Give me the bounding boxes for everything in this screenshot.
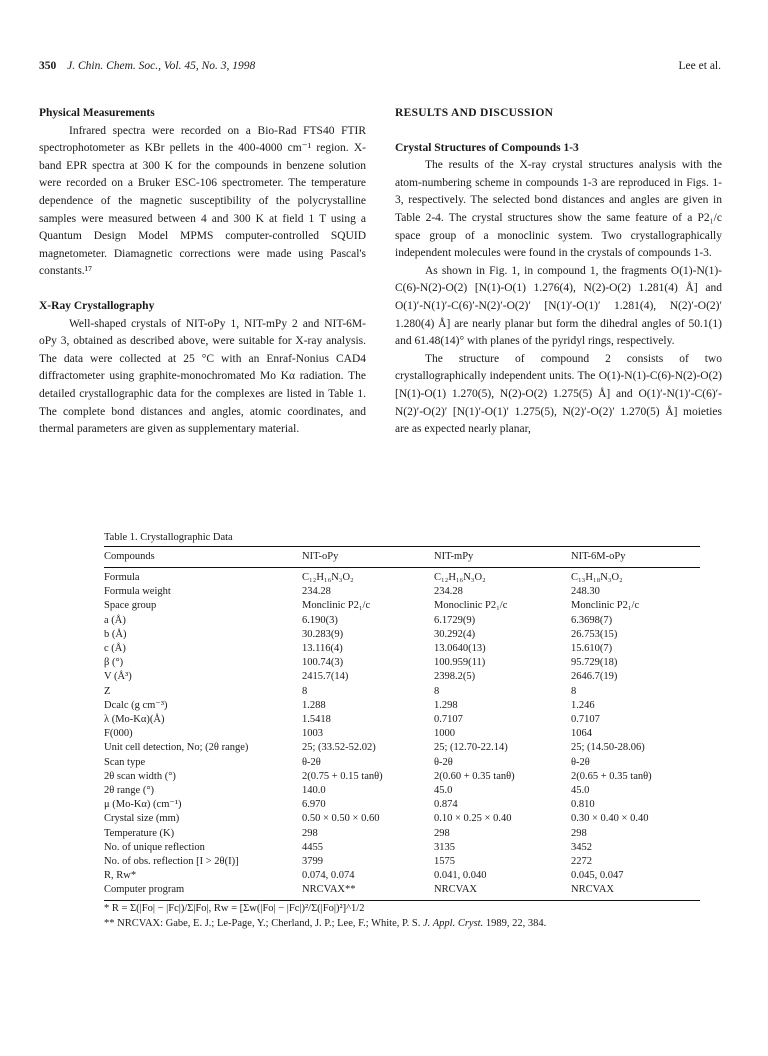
page-number: 350: [39, 60, 57, 72]
table-cell: 45.0: [434, 785, 453, 797]
table-cell: C₁₂H₁₆N₃O₂: [434, 572, 486, 583]
table-cell: 1.288: [302, 699, 326, 711]
results-paragraph-3: The structure of compound 2 consists of two crystallographically independent units. The O(1)-N(1)-C(6)-N(2)-O(2) [N(1)-O(1) 1.270(5), N(2)-O(2) 1.275(5) Å] and O(1)′-N(1)′-C(6)′-N(2)′-O(2)′ [N(1)′-O(1)′ 1.275(5), N(2)′-O(2)′ 1.270(5) Å] moieties are as expected nearly planar,: [395, 352, 722, 436]
table-row: [104, 599, 700, 613]
physical-measurements-heading: Physical Measurements: [39, 107, 155, 119]
table-cell: 13.0640(13): [434, 643, 486, 655]
footnote-journal: J. Appl. Cryst.: [423, 917, 484, 929]
table-cell: 6.190(3): [302, 614, 338, 626]
table-cell: 0.810: [571, 799, 595, 811]
table-row-label: Crystal size (mm): [104, 813, 180, 825]
table-cell: NRCVAX**: [302, 883, 434, 900]
table-row-label: No. of obs. reflection [I > 2θ(I)]: [104, 856, 239, 868]
table-cell: 8: [571, 685, 577, 697]
table-cell: 8: [434, 685, 440, 697]
table-cell: 30.292(4): [434, 628, 476, 640]
table-header-row: [104, 547, 700, 568]
table-row: [104, 841, 700, 855]
table-cell: 6.3698(7): [571, 614, 613, 626]
footnote-volume: 1989, 22, 384.: [483, 917, 547, 929]
table-row-label: R, Rw*: [104, 870, 137, 882]
table-row: [104, 614, 700, 628]
table-cell: C₁₃H₁₈N₃O₂: [571, 572, 623, 583]
table-cell: 95.729(18): [571, 657, 618, 669]
table-cell: 1064: [571, 728, 592, 740]
table-row-label: Z: [104, 685, 111, 697]
table-cell: 0.041, 0.040: [434, 870, 487, 882]
table-row-label: μ (Mo-Kα) (cm⁻¹): [104, 799, 182, 811]
results-paragraph-2: As shown in Fig. 1, in compound 1, the fragments O(1)-N(1)-C(6)-N(2)-O(2) [N(1)-O(1) 1.276(4), N(2)-O(2) 1.281(4) Å] and O(1)′-N(1)′-C(6)′-N(2)′-O(2)′ [N(1)′-O(1)′ 1.281(4), N(2)′-O(2)′ 1.280(4) Å] are nearly planar but form the dihedral angles of 50.1(1) and 61.48(14)° with planes of the pyridyl rings, respectively.: [395, 264, 722, 348]
table-cell: 25; (14.50-28.06): [571, 742, 645, 754]
table-cell: 25; (12.70-22.14): [434, 742, 508, 754]
table-row: [104, 685, 700, 699]
table-cell: 1000: [434, 728, 455, 740]
table-row-label: F(000): [104, 728, 133, 740]
footnote-reference-text: ** NRCVAX: Gabe, E. J.; Le-Page, Y.; Cherland, J. P.; Lee, F.; White, P. S.: [104, 917, 424, 929]
table-cell: Monclinic P2₁/c: [571, 600, 640, 612]
right-column: [395, 105, 722, 439]
table-header-cell: NIT-6M-oPy: [571, 547, 700, 568]
table-row: [104, 883, 700, 900]
table-row: [104, 770, 700, 784]
table-row: [104, 656, 700, 670]
table-cell: 45.0: [571, 785, 590, 797]
table-footnote-r-values: * R = Σ(|Fo| − |Fc|)/Σ|Fo|, Rw = [Σw(|Fo| − |Fc|)²/Σ(|Fo|)²]^1/2: [104, 902, 365, 914]
table-cell: 0.874: [434, 799, 458, 811]
table-cell: 1575: [434, 856, 455, 868]
table-row-label: b (Å): [104, 628, 127, 640]
table-cell: Monclinic P2₁/c: [302, 600, 371, 612]
table-body: [104, 568, 700, 901]
table-cell: 3135: [434, 841, 455, 853]
table-cell: 0.10 × 0.25 × 0.40: [434, 813, 512, 825]
crystal-structures-heading: Crystal Structures of Compounds 1-3: [395, 141, 579, 154]
table-row: [104, 827, 700, 841]
table-cell: 100.959(11): [434, 657, 486, 669]
table-cell: 1.246: [571, 699, 595, 711]
table-row: [104, 642, 700, 656]
table-row-label: 2θ range (°): [104, 785, 155, 797]
table-cell: 234.28: [302, 586, 331, 598]
table-row-label: c (Å): [104, 643, 126, 655]
table-row: [104, 756, 700, 770]
table-row-label: Unit cell detection, No; (2θ range): [104, 742, 249, 754]
table-row: [104, 855, 700, 869]
table-row: [104, 784, 700, 798]
table-row-label: Temperature (K): [104, 827, 175, 839]
xray-crystallography-text: Well-shaped crystals of NIT-oPy 1, NIT-mPy 2 and NIT-6M-oPy 3, obtained as described above, were suitable for X-ray analysis. The data were collected at 25 °C with an Enraf-Nonius CAD4 diffractometer using graphite-monochromated Mo Kα radiation. The detailed crystallographic data for the complexes are listed in Table 1. The complete bond distances and angles, atomic coordinates, and thermal parameters are given as supplementary material.: [39, 317, 366, 436]
table-row: [104, 568, 700, 586]
crystallographic-table-block: [104, 530, 700, 931]
table-row-label: a (Å): [104, 614, 126, 626]
table-cell: 1.298: [434, 699, 458, 711]
table-row: [104, 585, 700, 599]
table-header-cell: NIT-mPy: [434, 547, 571, 568]
table-cell: Monoclinic P2₁/c: [434, 600, 508, 612]
table-cell: 6.1729(9): [434, 614, 476, 626]
table-row-label: Formula weight: [104, 586, 171, 598]
table-cell: 0.7107: [434, 714, 463, 726]
table-cell: 0.074, 0.074: [302, 870, 355, 882]
table-cell: 2(0.60 + 0.35 tanθ): [434, 770, 515, 782]
table-cell: 2415.7(14): [302, 671, 349, 683]
table-cell: 2272: [571, 856, 592, 868]
table-cell: 298: [434, 827, 450, 839]
table-row-label: β (°): [104, 657, 124, 669]
page-header: [39, 60, 721, 76]
table-row: [104, 798, 700, 812]
table-cell: 0.50 × 0.50 × 0.60: [302, 813, 380, 825]
crystallographic-data-table: [104, 546, 700, 901]
table-row-label: λ (Mo-Kα)(Å): [104, 714, 165, 726]
table-footnote-nrcvax: [104, 916, 700, 931]
running-authors: Lee et al.: [678, 60, 721, 72]
table-row-label: V (Å³): [104, 671, 132, 683]
table-row-label: Formula: [104, 572, 140, 583]
table-row: [104, 628, 700, 642]
table-cell: 2646.7(19): [571, 671, 618, 683]
table-cell: 30.283(9): [302, 628, 344, 640]
results-paragraph-1: The results of the X-ray crystal structures analysis with the atom-numbering scheme in compounds 1-3 are reproduced in Figs. 1-3, respectively. The selected bond distances and angles are given in Table 2-4. The crystal structures show the same feature of a P2₁/c space group of a monoclinic system. Two crystallographically independent molecules were found in the crystals of compounds 1-3.: [395, 159, 722, 260]
table-cell: 298: [571, 827, 587, 839]
table-row-label: Computer program: [104, 883, 302, 900]
table-header-cell: Compounds: [104, 547, 302, 568]
table-cell: 26.753(15): [571, 628, 618, 640]
results-discussion-heading: RESULTS AND DISCUSSION: [395, 107, 554, 119]
journal-citation: J. Chin. Chem. Soc., Vol. 45, No. 3, 1998: [67, 60, 256, 72]
table-cell: NRCVAX: [571, 883, 700, 900]
table-row: [104, 741, 700, 755]
xray-crystallography-heading: X-Ray Crystallography: [39, 299, 155, 312]
table-row: [104, 812, 700, 826]
table-cell: θ-2θ: [434, 756, 453, 768]
table-cell: 140.0: [302, 785, 326, 797]
table-cell: 13.116(4): [302, 643, 343, 655]
left-column: [39, 105, 366, 439]
table-row: [104, 670, 700, 684]
table-cell: 1.5418: [302, 714, 331, 726]
table-cell: 3799: [302, 856, 323, 868]
table-cell: 0.7107: [571, 714, 600, 726]
table-row-label: Space group: [104, 600, 157, 612]
table-cell: 8: [302, 685, 308, 697]
table-cell: 0.30 × 0.40 × 0.40: [571, 813, 649, 825]
table-cell: 298: [302, 827, 318, 839]
table-cell: θ-2θ: [302, 756, 321, 768]
table-cell: C₁₂H₁₆N₃O₂: [302, 572, 354, 583]
table-cell: 1003: [302, 728, 323, 740]
table-cell: 3452: [571, 841, 592, 853]
table-cell: 0.045, 0.047: [571, 870, 624, 882]
table-row-label: Scan type: [104, 756, 146, 768]
table-row: [104, 699, 700, 713]
physical-measurements-text: Infrared spectra were recorded on a Bio-Rad FTS40 FTIR spectrophotometer as KBr pellets in the 400-4000 cm⁻¹ region. X-band EPR spectra at 300 K for the compounds in benzene solution were recorded on a Bruker ESC-106 spectrometer. The temperature dependence of the magnetic susceptibility of the polycrystalline samples were measured between 4 and 300 K at field 1 T using a Quantum Design Model MPMS computer-controlled SQUID magnetometer. Diamagnetic corrections were made using Pascal's constants.¹⁷: [39, 124, 366, 278]
table-cell: 2(0.65 + 0.35 tanθ): [571, 770, 652, 782]
table-cell: 100.74(3): [302, 657, 344, 669]
table-cell: 2398.2(5): [434, 671, 476, 683]
table-cell: θ-2θ: [571, 756, 590, 768]
table-row-label: Dcalc (g cm⁻³): [104, 699, 168, 711]
table-cell: 6.970: [302, 799, 326, 811]
table-row: [104, 869, 700, 883]
table-caption: Table 1. Crystallographic Data: [104, 532, 233, 543]
table-row-label: No. of unique reflection: [104, 841, 205, 853]
table-row: [104, 713, 700, 727]
table-row-label: 2θ scan width (°): [104, 770, 176, 782]
table-cell: 2(0.75 + 0.15 tanθ): [302, 770, 383, 782]
table-row: [104, 727, 700, 741]
table-cell: 25; (33.52-52.02): [302, 742, 376, 754]
table-cell: 4455: [302, 841, 323, 853]
table-cell: 248.30: [571, 586, 600, 598]
table-cell: 15.610(7): [571, 643, 613, 655]
table-header-cell: NIT-oPy: [302, 547, 434, 568]
table-cell: 234.28: [434, 586, 463, 598]
table-cell: NRCVAX: [434, 883, 571, 900]
